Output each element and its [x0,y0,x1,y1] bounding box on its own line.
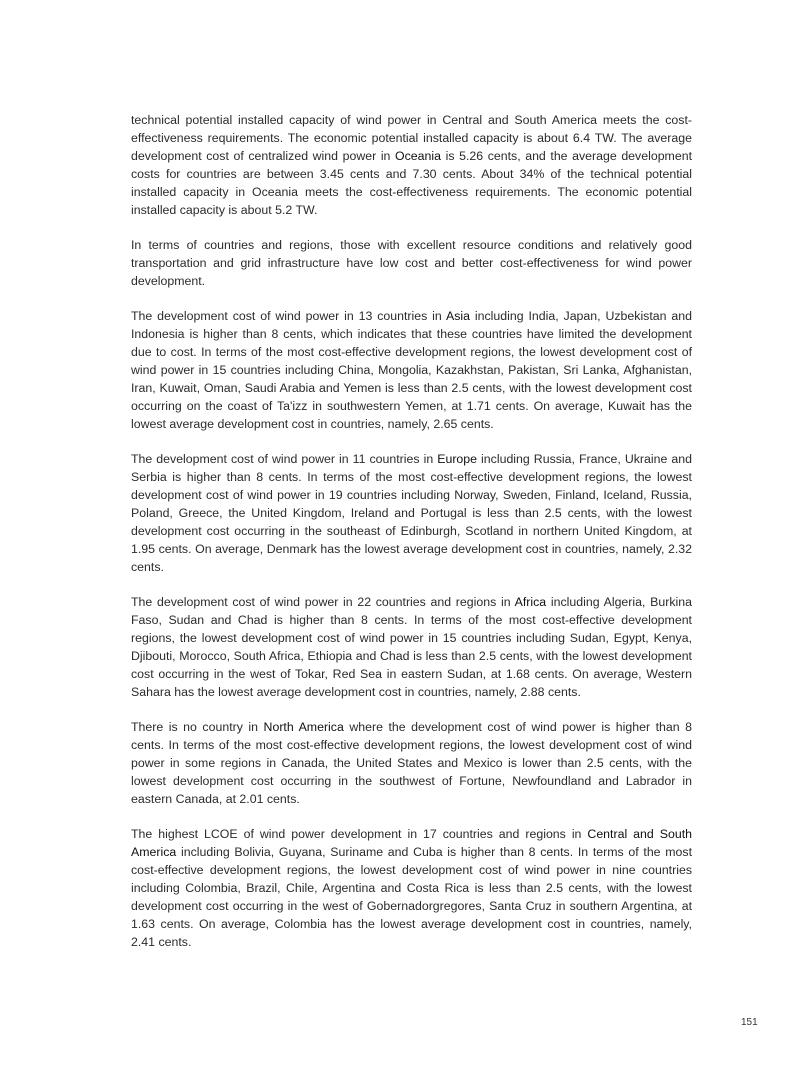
region-name-oceania: Oceania [395,149,441,163]
region-name-north-america: North America [263,720,344,734]
paragraph-europe [131,450,692,576]
paragraph-text: technical potential installed capacity of wind power in Central and South America meets the cost-effectiveness requirements. The economic potential installed capacity is about 6.4 TW. The average development cost of centralized wind power in [131,113,692,163]
paragraph-text: including India, Japan, Uzbekistan and Indonesia is higher than 8 cents, which indicates that these countries have limited the development due to cost. In terms of the most cost-effective development regions, the lowest development cost of wind power in 15 countries including China, Mongolia, Kazakhstan, Pakistan, Sri Lanka, Afghanistan, Iran, Kuwait, Oman, Saudi Arabia and Yemen is less than 2.5 cents, with the lowest development cost occurring on the coast of Ta'izz in southwestern Yemen, at 1.71 cents. On average, Kuwait has the lowest average development cost in countries, namely, 2.65 cents. [131,309,692,431]
paragraph-text: The development cost of wind power in 13 countries in [131,309,446,323]
paragraph-text: There is no country in [131,720,264,734]
paragraph-central-south-america [131,825,692,951]
paragraph-text: The development cost of wind power in 11 countries in [131,452,438,466]
paragraph-text: The development cost of wind power in 22 countries and regions in [131,595,515,609]
page-number: 151 [741,1017,758,1028]
paragraph-text: In terms of countries and regions, those with excellent resource conditions and relatively good transportation and grid infrastructure have low cost and better cost-effectiveness for wind power development. [131,238,692,288]
paragraph-africa [131,593,692,701]
region-name-central-south-america: Central and South America [131,827,692,859]
region-name-africa: Africa [514,595,547,609]
paragraph-text: including Algeria, Burkina Faso, Sudan and Chad is higher than 8 cents. In terms of the most cost-effective development regions, the lowest development cost of wind power in 15 countries including Sudan, Egypt, Kenya, Djibouti, Morocco, South Africa, Ethiopia and Chad is less than 2.5 cents, with the lowest development cost occurring in the west of Tokar, Red Sea in eastern Sudan, at 1.68 cents. On average, Western Sahara has the lowest average development cost in countries, namely, 2.88 cents. [131,595,692,699]
paragraph-text: The highest LCOE of wind power development in 17 countries and regions in [131,827,588,841]
paragraph-asia [131,307,692,433]
page-body [131,111,692,951]
paragraph-text: including Bolivia, Guyana, Suriname and Cuba is higher than 8 cents. In terms of the most cost-effective development regions, the lowest development cost of wind power in nine countries including Colombia, Brazil, Chile, Argentina and Costa Rica is less than 2.5 cents, with the lowest development cost occurring in the west of Gobernadorgregores, Santa Cruz in southern Argentina, at 1.63 cents. On average, Colombia has the lowest average development cost in countries, namely, 2.41 cents. [131,845,692,949]
paragraph-text: including Russia, France, Ukraine and Serbia is higher than 8 cents. In terms of the most cost-effective development regions, the lowest development cost of wind power in 19 countries including Norway, Sweden, Finland, Iceland, Russia, Poland, Greece, the United Kingdom, Ireland and Portugal is less than 2.5 cents, with the lowest development cost occurring in the southeast of Edinburgh, Scotland in northern United Kingdom, at 1.95 cents. On average, Denmark has the lowest average development cost in countries, namely, 2.32 cents. [131,452,692,574]
region-name-asia: Asia [445,309,470,323]
paragraph-oceania [131,111,692,219]
paragraph-text: is 5.26 cents, and the average development costs for countries are between 3.45 cents and 7.30 cents. About 34% of the technical potential installed capacity in Oceania meets the cost-effectiveness requirements. The economic potential installed capacity is about 5.2 TW. [131,149,692,217]
region-name-europe: Europe [437,452,478,466]
paragraph-north-america [131,718,692,808]
paragraph-text: where the development cost of wind power is higher than 8 cents. In terms of the most cost-effective development regions, the lowest development cost of wind power in some regions in Canada, the United States and Mexico is lower than 2.5 cents, with the lowest development cost occurring in the southwest of Fortune, Newfoundland and Labrador in eastern Canada, at 2.01 cents. [131,720,693,806]
paragraph-intro-countries-regions [131,236,692,290]
